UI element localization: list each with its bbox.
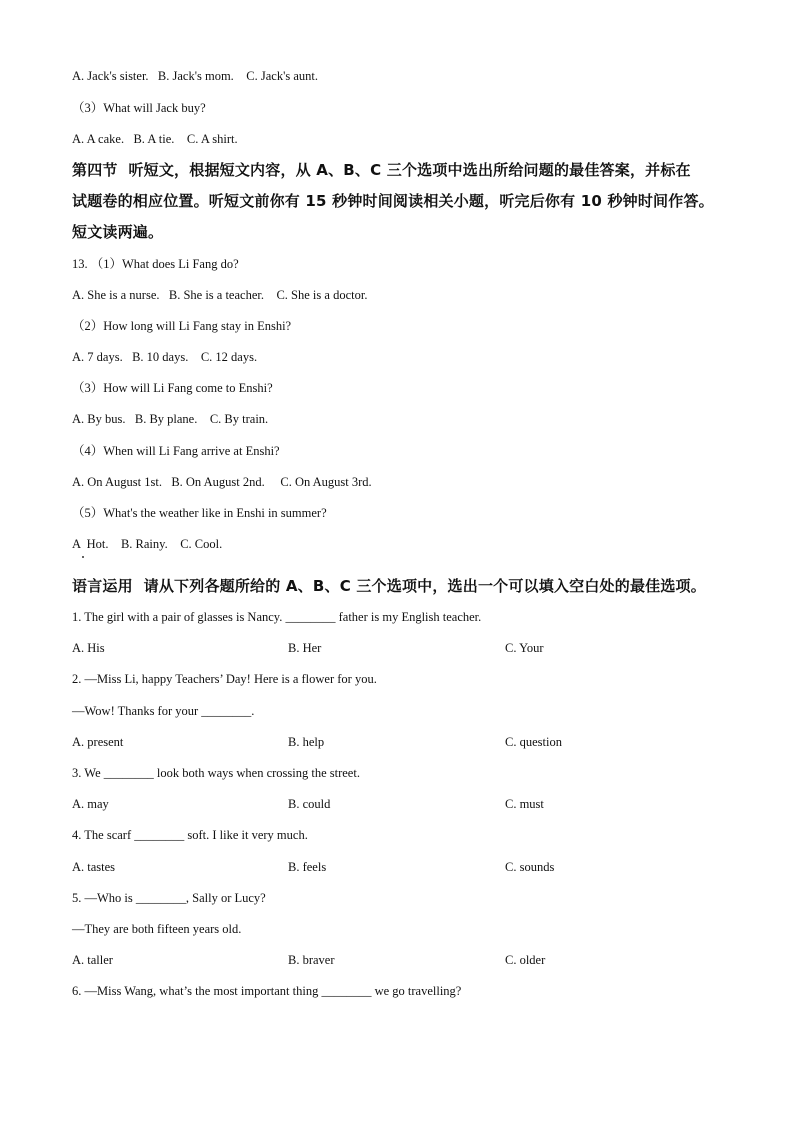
q3-options	[72, 796, 732, 812]
q5-stem: 5. —Who is ________, Sally or Lucy?	[72, 891, 266, 905]
q5-option-c: C. older	[505, 953, 546, 967]
q13-2-question: （2）How long will Li Fang stay in Enshi?	[72, 319, 292, 333]
section4-heading-line3: 短文读两遍。	[72, 223, 164, 241]
q3-option-b: B. could	[288, 797, 331, 811]
q4-options	[72, 859, 732, 875]
q4-stem: 4. The scarf ________ soft. I like it very much.	[72, 828, 308, 842]
q1-option-c: C. Your	[505, 641, 544, 655]
q5-option-b: B. braver	[288, 953, 335, 967]
q3-option-c: C. must	[505, 797, 544, 811]
section4-heading-line1: 第四节 听短文，根据短文内容，从 A、B、C 三个选项中选出所给问题的最佳答案，并标在	[72, 161, 691, 179]
q13-3-question: （3）How will Li Fang come to Enshi?	[72, 381, 273, 395]
q2-option-a: A. present	[72, 735, 124, 749]
q4-option-b: B. feels	[288, 860, 327, 874]
q12-3-options: A. A cake. B. A tie. C. A shirt.	[72, 132, 238, 146]
section4-heading-line2: 试题卷的相应位置。听短文前你有 15 秒钟时间阅读相关小题，听完后你有 10 秒钟时间作答。	[72, 192, 714, 210]
q1-option-a: A. His	[72, 641, 105, 655]
stray-dot	[82, 556, 84, 558]
q5-option-a: A. taller	[72, 953, 113, 967]
q5-options	[72, 952, 732, 968]
q13-4-options: A. On August 1st. B. On August 2nd. C. On August 3rd.	[72, 475, 372, 489]
q13-1-options: A. She is a nurse. B. She is a teacher. C. She is a doctor.	[72, 288, 368, 302]
q6-stem: 6. —Miss Wang, what’s the most important thing ________ we go travelling?	[72, 984, 462, 998]
q13-5-options: A Hot. B. Rainy. C. Cool.	[72, 537, 223, 551]
q13-4-question: （4）When will Li Fang arrive at Enshi?	[72, 444, 280, 458]
q3-stem: 3. We ________ look both ways when crossing the street.	[72, 766, 360, 780]
q2-option-b: B. help	[288, 735, 325, 749]
q12-3-question: （3）What will Jack buy?	[72, 101, 206, 115]
q13-2-options: A. 7 days. B. 10 days. C. 12 days.	[72, 350, 258, 364]
q4-option-c: C. sounds	[505, 860, 555, 874]
q13-5-question: （5）What's the weather like in Enshi in summer?	[72, 506, 327, 520]
q2-stem-reply: —Wow! Thanks for your ________.	[72, 704, 255, 718]
q4-option-a: A. tastes	[72, 860, 116, 874]
q2-option-c: C. question	[505, 735, 562, 749]
q3-option-a: A. may	[72, 797, 109, 811]
q12-2-options: A. Jack's sister. B. Jack's mom. C. Jack's aunt.	[72, 69, 318, 83]
q1-stem: 1. The girl with a pair of glasses is Nancy. ________ father is my English teacher.	[72, 610, 482, 624]
q2-options	[72, 734, 732, 750]
q13-3-options: A. By bus. B. By plane. C. By train.	[72, 412, 269, 426]
q1-options	[72, 640, 732, 656]
q13-1-question: 13. （1）What does Li Fang do?	[72, 257, 239, 271]
q1-option-b: B. Her	[288, 641, 322, 655]
q2-stem: 2. —Miss Li, happy Teachers’ Day! Here is a flower for you.	[72, 672, 377, 686]
q5-stem-reply: —They are both fifteen years old.	[72, 922, 242, 936]
language-use-heading: 语言运用 请从下列各题所给的 A、B、C 三个选项中，选出一个可以填入空白处的最佳选项。	[72, 577, 706, 595]
